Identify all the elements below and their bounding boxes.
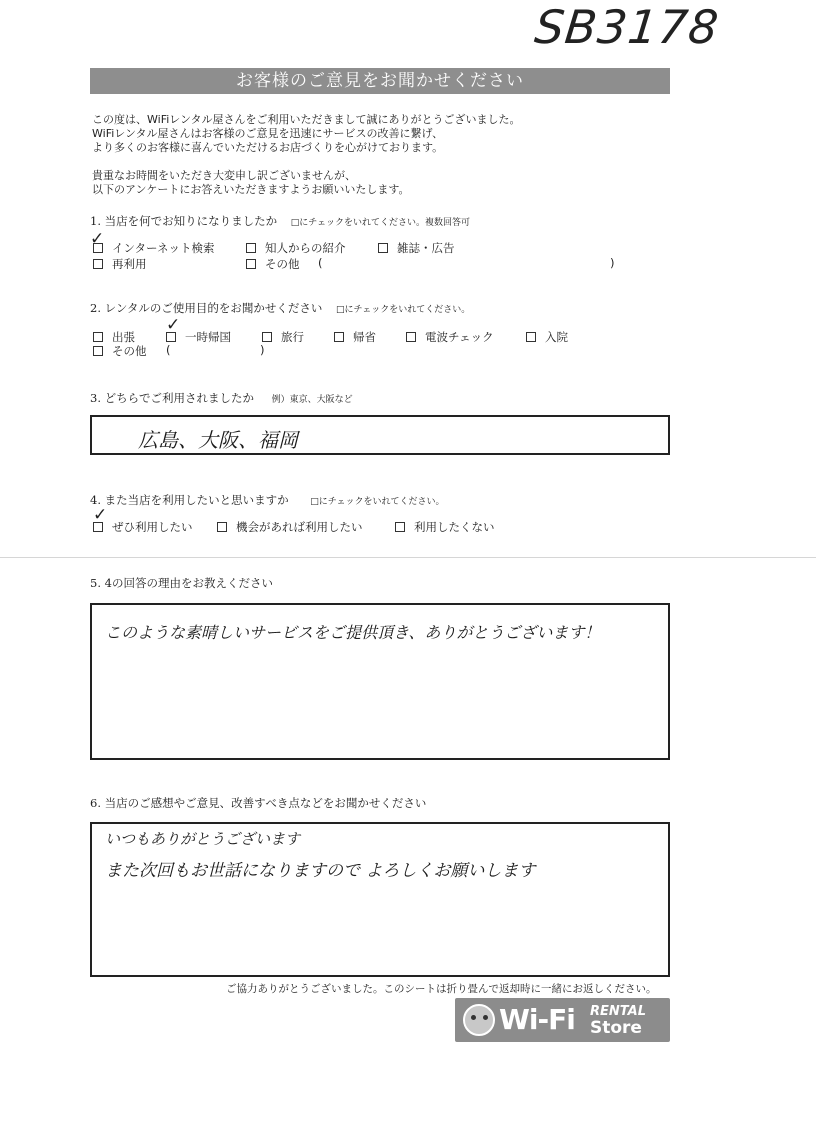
q2-option-travel[interactable] [262,329,304,345]
intro-line-5: 以下のアンケートにお答えいただきますようお願いいたします。 [92,183,410,196]
option-label: その他 [112,344,147,358]
q2-other-close-paren: ) [260,343,265,357]
option-label: 知人からの紹介 [265,241,346,255]
q6-heading: 6. 当店のご感想やご意見、改善すべき点などをお聞かせください [90,796,427,810]
q1-option-reuse[interactable] [93,256,147,272]
q4-heading-text: 4. また当店を利用したいと思いますか [90,493,289,507]
check-mark-homecoming: ✓ [166,315,181,335]
q1-note: □にチェックをいれてください。複数回答可 [290,218,471,228]
q4-option-maybe[interactable] [217,519,363,535]
q4-note: □にチェックをいれてください。 [310,497,445,507]
q1-option-referral[interactable] [246,240,346,256]
brand-logo [455,998,670,1042]
serial-number: SB3178 [532,0,722,54]
option-label: ぜひ利用したい [112,520,193,534]
option-label: 機会があれば利用したい [236,520,363,534]
q3-note: 例）東京、大阪など [271,395,353,405]
q4-heading [90,492,445,508]
option-label: 再利用 [112,257,147,271]
checkbox[interactable] [93,346,103,356]
checkbox[interactable] [395,522,405,532]
checkbox[interactable] [93,259,103,269]
intro-line-2: WiFiレンタル屋さんはお客様のご意見を迅速にサービスの改善に繋げ、 [92,127,444,140]
check-mark-internet: ✓ [90,229,105,249]
option-label: 一時帰国 [185,330,231,344]
option-label: 帰省 [353,330,376,344]
q3-answer: 広島、大阪、福岡 [138,428,298,452]
option-label: 雑誌・広告 [397,241,455,255]
checkbox[interactable] [217,522,227,532]
option-label: インターネット検索 [112,241,215,255]
q2-option-signal-check[interactable] [406,329,494,345]
q1-other-close-paren: ) [610,256,615,270]
logo-brand-text: Wi-Fi [499,1003,575,1036]
intro-line-4: 貴重なお時間をいただき大変申し訳ございませんが、 [92,169,356,182]
page-title: お客様のご意見をお聞かせください [90,68,670,94]
option-label: 入院 [545,330,568,344]
intro-line-1: この度は、WiFiレンタル屋さんをご利用いただきまして誠にありがとうございました。 [92,113,521,126]
logo-sub-text-2: Store [590,1018,642,1038]
q1-option-magazine[interactable] [378,240,455,256]
fold-line [0,557,816,558]
logo-sub-text-1: RENTAL [590,1004,646,1019]
q1-other-open-paren: ( [318,256,323,270]
option-label: 電波チェック [425,330,494,344]
option-label: 旅行 [281,330,304,344]
checkbox[interactable] [246,259,256,269]
checkbox[interactable] [334,332,344,342]
q1-heading [90,213,470,229]
q5-heading: 5. 4の回答の理由をお教えください [90,576,273,590]
checkbox[interactable] [406,332,416,342]
footer-note: ご協力ありがとうございました。このシートは折り畳んで返却時に一緒にお返しください。 [226,983,657,995]
option-label: 利用したくない [414,520,495,534]
checkbox[interactable] [246,243,256,253]
q1-option-other[interactable] [246,256,300,272]
checkbox[interactable] [262,332,272,342]
q2-heading-text: 2. レンタルのご使用目的をお聞かせください [90,301,323,315]
intro-line-3: より多くのお客様に喜んでいただけるお店づくりを心がけております。 [92,141,444,154]
q6-answer-line-2: また次回もお世話になりますので よろしくお願いします [105,861,536,881]
q2-other-open-paren: ( [166,343,171,357]
option-label: 出張 [112,330,135,344]
q2-note: □にチェックをいれてください。 [336,305,471,315]
mascot-icon [463,1004,495,1036]
checkbox[interactable] [526,332,536,342]
checkbox[interactable] [378,243,388,253]
q3-heading-text: 3. どちらでご利用されましたか [90,391,255,405]
q3-heading [90,390,353,406]
q2-option-visit-home[interactable] [334,329,376,345]
q4-option-no[interactable] [395,519,495,535]
q2-option-other[interactable] [93,343,147,359]
q1-option-internet[interactable] [93,240,214,256]
check-mark-definitely: ✓ [93,505,108,525]
option-label: その他 [265,257,300,271]
q6-answer-line-1: いつもありがとうございます [105,830,301,848]
q4-option-definitely[interactable] [93,519,193,535]
q5-answer: このような素晴しいサービスをご提供頂き、ありがとうございます！ [105,623,601,642]
q2-option-hospital[interactable] [526,329,568,345]
q1-heading-text: 1. 当店を何でお知りになりましたか [90,214,278,228]
q2-heading [90,300,470,316]
checkbox[interactable] [93,332,103,342]
